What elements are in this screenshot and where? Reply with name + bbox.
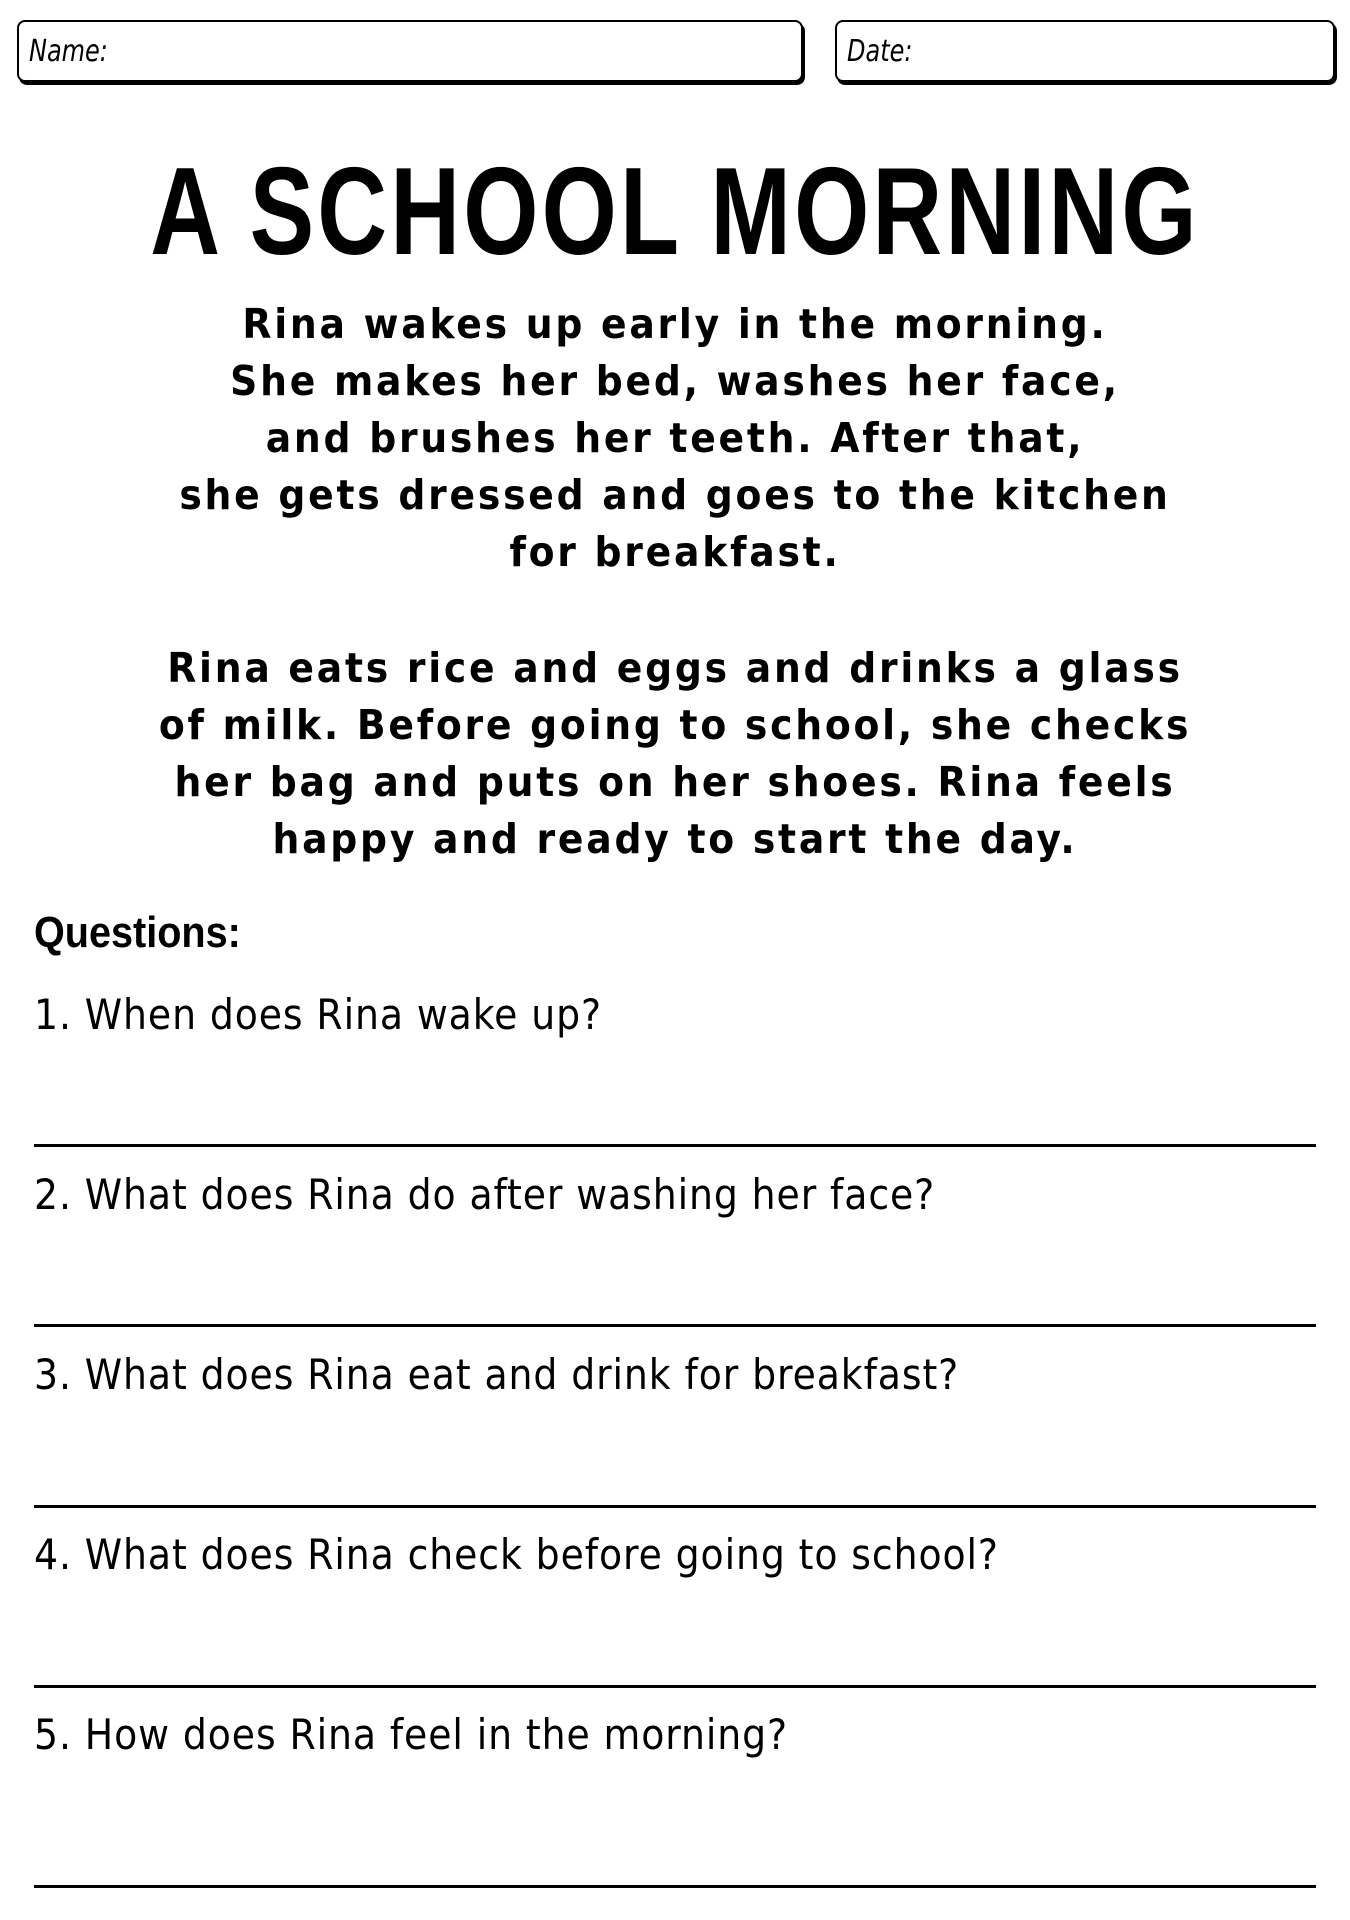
passage-line: her bag and puts on her shoes. Rina feels xyxy=(174,758,1176,806)
questions-heading: Questions: xyxy=(34,908,241,957)
question-2: 2. What does Rina do after washing her face? xyxy=(34,1170,936,1219)
answer-line-1[interactable] xyxy=(34,1144,1316,1147)
passage-line: of milk. Before going to school, she checks xyxy=(158,701,1192,749)
question-4: 4. What does Rina check before going to school? xyxy=(34,1530,999,1579)
passage-line: She makes her bed, washes her face, xyxy=(230,357,1120,405)
answer-line-3[interactable] xyxy=(34,1505,1316,1508)
name-field[interactable] xyxy=(17,20,803,82)
name-label: Name: xyxy=(29,34,108,69)
page-title: A SCHOOL MORNING xyxy=(150,143,1200,281)
passage-line: happy and ready to start the day. xyxy=(272,815,1078,863)
passage-line: for breakfast. xyxy=(509,528,841,576)
passage-line: Rina eats rice and eggs and drinks a glass xyxy=(167,644,1183,692)
answer-line-5[interactable] xyxy=(34,1885,1316,1888)
question-3: 3. What does Rina eat and drink for breakfast? xyxy=(34,1350,960,1399)
paragraph-1 xyxy=(0,296,1350,581)
answer-line-4[interactable] xyxy=(34,1685,1316,1688)
passage-line: Rina wakes up early in the morning. xyxy=(242,300,1108,348)
paragraph-2 xyxy=(0,640,1350,868)
question-5: 5. How does Rina feel in the morning? xyxy=(34,1710,789,1759)
date-label: Date: xyxy=(847,34,913,69)
passage-line: and brushes her teeth. After that, xyxy=(265,414,1085,462)
date-field[interactable] xyxy=(835,20,1335,82)
passage-line: she gets dressed and goes to the kitchen xyxy=(179,471,1171,519)
answer-line-2[interactable] xyxy=(34,1324,1316,1327)
question-1: 1. When does Rina wake up? xyxy=(34,990,602,1039)
